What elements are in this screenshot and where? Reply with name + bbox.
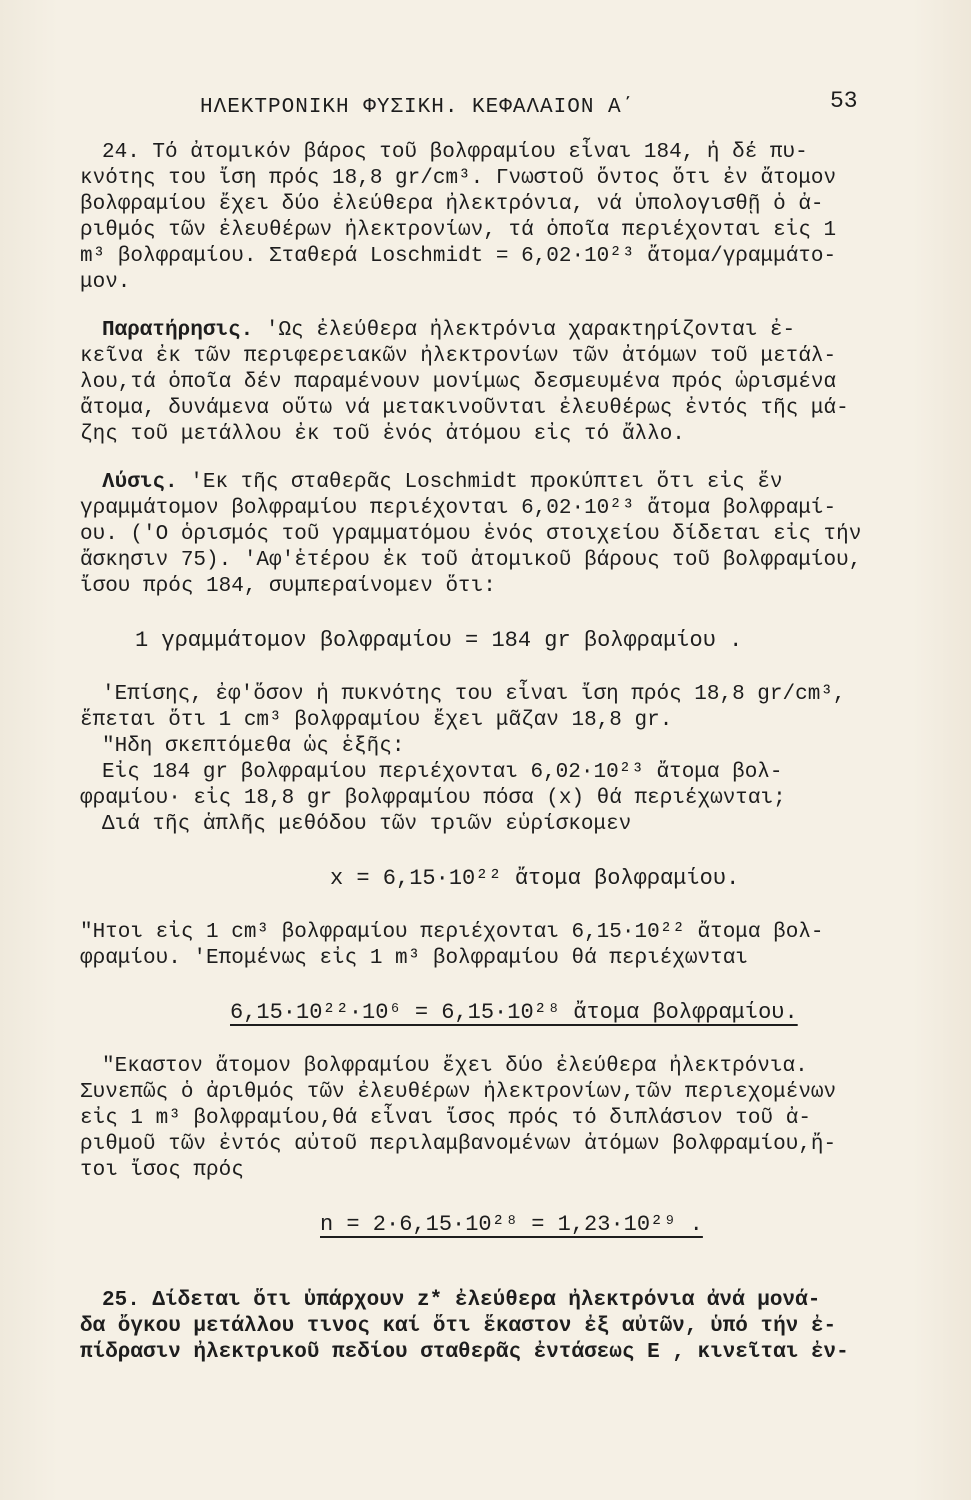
text-line: ἕπεται ὅτι 1 cm³ βολφραμίου ἔχει μᾶζαν 18,8 gr. [80, 709, 673, 732]
page-body [80, 140, 910, 1366]
text-line: δα ὄγκου μετάλλου τινος καί ὅτι ἕκαστον ἐξ αὐτῶν, ὑπό τήν ἐ- [80, 1315, 837, 1338]
text-line: ου. ('Ο ὁρισμός τοῦ γραμματόμου ἑνός στοιχείου δίδεται εἰς τήν [80, 523, 862, 546]
text-line: "Ηδη σκεπτόμεθα ὡς ἑξῆς: [102, 735, 405, 758]
text-line: 'Επίσης, ἐφ'ὅσον ἡ πυκνότης του εἶναι ἴση πρός 18,8 gr/cm³, [102, 683, 846, 706]
problem-24 [80, 140, 910, 296]
text-line: 24. Τό ἀτομικόν βάρος τοῦ βολφραμίου εἶναι 184, ἡ δέ πυ- [102, 141, 808, 164]
text-line: κεῖνα ἐκ τῶν περιφερειακῶν ἠλεκτρονίων τῶν ἀτόμων τοῦ μετάλ- [80, 345, 837, 368]
solution-label: Λύσις. [102, 471, 178, 494]
running-head: ΗΛΕΚΤΡΟΝΙΚΗ ΦΥΣΙΚΗ. ΚΕΦΑΛΑΙΟΝ Α΄ [200, 96, 636, 119]
text-line: βολφραμίου ἔχει δύο ἐλεύθερα ἠλεκτρόνια, νά ὑπολογισθῇ ὁ ἀ- [80, 193, 824, 216]
text-line: ριθμός τῶν ἐλευθέρων ἠλεκτρονίων, τά ὁποῖα περιέχονται εἰς 1 [80, 219, 837, 242]
text-line: ριθμοῦ τῶν ἐντός αὐτοῦ περιλαμβανομένων ἀτόμων βολφραμίου,ἤ- [80, 1133, 837, 1156]
formula-x: x = 6,15·10²² ἄτομα βολφραμίου. [330, 866, 740, 891]
text-line: φραμίου. 'Επομένως εἰς 1 m³ βολφραμίου θά περιέχωνται [80, 947, 748, 970]
text-line: "Εκαστον ἄτομον βολφραμίου ἔχει δύο ἐλεύθερα ἠλεκτρόνια. [102, 1055, 808, 1078]
text-line: Εἰς 184 gr βολφραμίου περιέχονται 6,02·10²³ ἄτομα βολ- [102, 761, 783, 784]
text-line: "Ητοι εἰς 1 cm³ βολφραμίου περιέχονται 6,15·10²² ἄτομα βολ- [80, 921, 824, 944]
text-line: γραμμάτομον βολφραμίου περιέχονται 6,02·10²³ ἄτομα βολφραμί- [80, 497, 837, 520]
text-line: ζης τοῦ μετάλλου ἐκ τοῦ ἑνός ἀτόμου εἰς τό ἄλλο. [80, 423, 685, 446]
remark [80, 318, 910, 448]
text-line: εἰς 1 m³ βολφραμίου,θά εἶναι ἴσος πρός τό διπλάσιον τοῦ ἀ- [80, 1107, 811, 1130]
text-line: κνότης του ἴση πρός 18,8 gr/cm³. Γνωστοῦ ὄντος ὅτι ἐν ἄτομον [80, 167, 837, 190]
text-line: 'Εκ τῆς σταθερᾶς Loschmidt προκύπτει ὅτι εἰς ἕν [190, 471, 783, 494]
text-line: 25. Δίδεται ὅτι ὑπάρχουν z* ἐλεύθερα ἠλεκτρόνια ἀνά μονά- [102, 1289, 821, 1312]
text-line: φραμίου· εἰς 18,8 gr βολφραμίου πόσα (x) θά περιέχωνται; [80, 787, 786, 810]
text-line: Διά τῆς ἁπλῆς μεθόδου τῶν τριῶν εὑρίσκομεν [102, 813, 632, 836]
formula-gram-atom: 1 γραμμάτομον βολφραμίου = 184 gr βολφραμίου . [135, 628, 743, 653]
formula-text: n = 2·6,15·10²⁸ = 1,23·10²⁹ . [320, 1212, 703, 1237]
text-line: ἄτομα, δυνάμενα οὕτω νά μετακινοῦνται ἐλευθέρως ἐντός τῆς μά- [80, 397, 849, 420]
page-number: 53 [830, 88, 858, 114]
formula-n [80, 1212, 910, 1238]
text-line: m³ βολφραμίου. Σταθερά Loschmidt = 6,02·10²³ ἄτομα/γραμμάτο- [80, 245, 837, 268]
text-line: λου,τά ὁποῖα δέν παραμένουν μονίμως δεσμευμένα πρός ὡρισμένα [80, 371, 837, 394]
text-line: ἴσου πρός 184, συμπεραίνομεν ὅτι: [80, 575, 496, 598]
formula-per-m3 [80, 1000, 910, 1026]
text-line: πίδρασιν ἠλεκτρικοῦ πεδίου σταθερᾶς ἐντάσεως Ε , κινεῖται ἐν- [80, 1341, 849, 1364]
remark-label: Παρατήρησις. [102, 319, 254, 342]
text-line: Συνεπῶς ὁ ἀριθμός τῶν ἐλευθέρων ἠλεκτρονίων,τῶν περιεχομένων [80, 1081, 837, 1104]
remark-first-line [80, 318, 910, 344]
text-line: μον. [80, 271, 131, 294]
text-line: ἄσκησιν 75). 'Αφ'ἑτέρου ἐκ τοῦ ἀτομικοῦ βάρους τοῦ βολφραμίου, [80, 549, 862, 572]
text-line: 'Ως ἐλεύθερα ἠλεκτρόνια χαρακτηρίζονται ἐ- [265, 319, 796, 342]
solution-first-line [80, 470, 910, 496]
text-line: τοι ἴσος πρός [80, 1159, 244, 1182]
solution [80, 470, 910, 1238]
formula-text: 6,15·10²²·10⁶ = 6,15·10²⁸ ἄτομα βολφραμίου. [230, 1000, 798, 1025]
problem-25 [80, 1288, 910, 1366]
